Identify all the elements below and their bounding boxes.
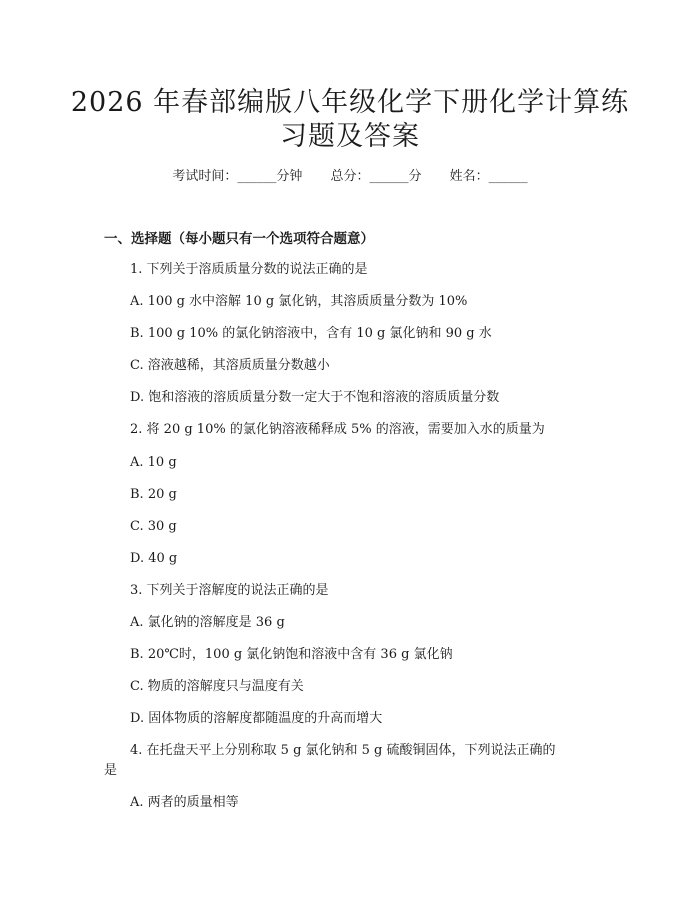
exam-time-label: 考试时间：______分钟 [172, 169, 303, 184]
question-3-option-b: B. 20℃时，100 g 氯化钠饱和溶液中含有 36 g 氯化钠 [130, 647, 453, 662]
question-2: 2. 将 20 g 10% 的氯化钠溶液稀释成 5% 的溶液，需要加入水的质量为 [130, 422, 545, 437]
question-2-option-b: B. 20 g [130, 487, 177, 502]
section-title-choice: 一、选择题（每小题只有一个选项符合题意） [104, 231, 374, 247]
question-1: 1. 下列关于溶质质量分数的说法正确的是 [130, 262, 368, 277]
question-3: 3. 下列关于溶解度的说法正确的是 [130, 583, 329, 598]
question-3-option-a: A. 氯化钠的溶解度是 36 g [130, 615, 285, 630]
question-1-option-c: C. 溶液越稀，其溶质质量分数越小 [130, 358, 330, 373]
exam-meta [0, 168, 700, 186]
question-2-option-a: A. 10 g [130, 455, 177, 470]
question-1-option-b: B. 100 g 10% 的氯化钠溶液中，含有 10 g 氯化钠和 90 g 水 [130, 326, 492, 341]
question-3-option-d: D. 固体物质的溶解度都随温度的升高而增大 [130, 711, 383, 726]
question-3-option-c: C. 物质的溶解度只与温度有关 [130, 679, 304, 694]
document-title-line-1: 2026 年春部编版八年级化学下册化学计算练 [70, 87, 630, 118]
question-1-option-a: A. 100 g 水中溶解 10 g 氯化钠，其溶质质量分数为 10% [130, 294, 468, 309]
question-2-option-c: C. 30 g [130, 519, 177, 534]
total-score-label: 总分：______分 [330, 169, 422, 184]
student-name-label: 姓名：______ [449, 169, 528, 184]
question-1-option-d: D. 饱和溶液的溶质质量分数一定大于不饱和溶液的溶质质量分数 [130, 390, 500, 405]
question-4-continuation: 是 [104, 763, 118, 778]
question-4-option-a: A. 两者的质量相等 [130, 795, 239, 810]
question-2-option-d: D. 40 g [130, 551, 178, 566]
document-title-line-2: 习题及答案 [280, 121, 420, 152]
question-4: 4. 在托盘天平上分别称取 5 g 氯化钠和 5 g 硫酸铜固体，下列说法正确的 [130, 743, 556, 758]
